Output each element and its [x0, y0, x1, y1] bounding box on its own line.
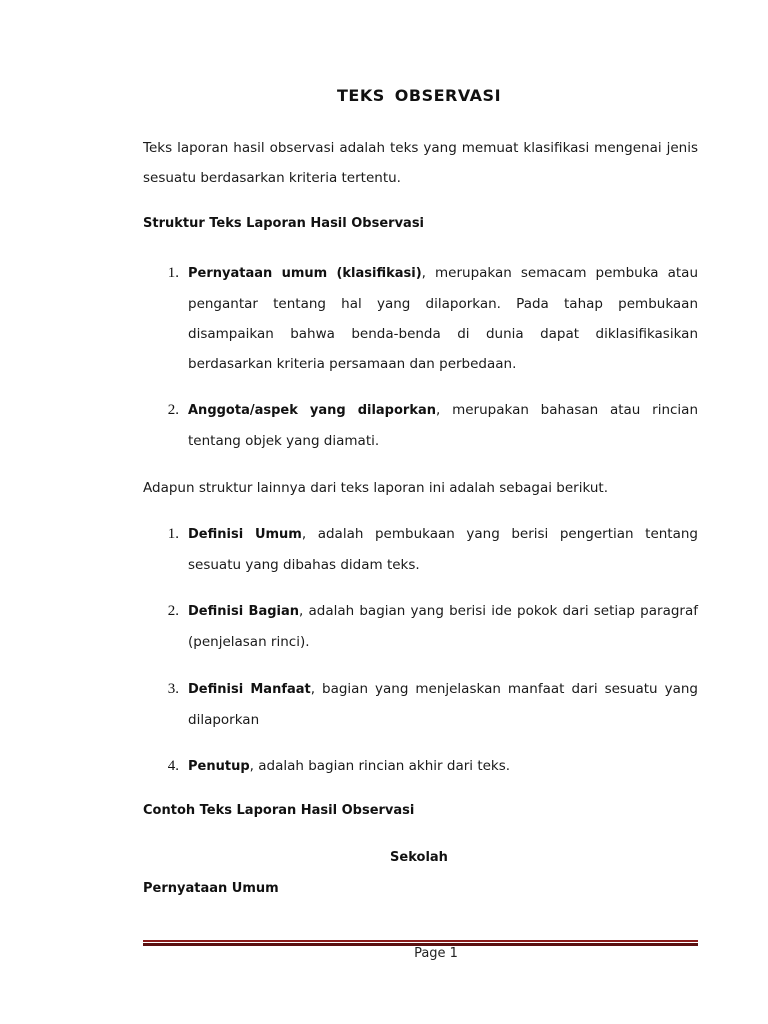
list-item-term: Anggota/aspek yang dilaporkan	[188, 403, 437, 418]
list-item-part-definition	[188, 596, 698, 657]
example-subheading: Pernyataan Umum	[143, 881, 279, 896]
list-item-text: , merupakan semacam pembuka atau pengantar tentang hal yang dilaporkan. Pada tahap pembukaan disampaikan bahwa benda-benda di dunia dapat diklasifikasikan berdasarkan kriteria persamaan dan perbedaan.	[188, 265, 698, 372]
list-item-number: 2.	[167, 603, 179, 619]
document-title: TEKS OBSERVASI	[336, 86, 502, 105]
list-item-term: Definisi Manfaat	[188, 682, 311, 697]
example-title: Sekolah	[390, 850, 448, 865]
list-item-text: , merupakan bahasan atau rincian tentang objek yang diamati.	[188, 402, 699, 449]
list-item-general-statement	[188, 258, 698, 379]
section-heading-structure: Struktur Teks Laporan Hasil Observasi	[143, 216, 425, 231]
list-item-term: Definisi Bagian	[188, 604, 300, 619]
list-item-number: 1.	[167, 265, 179, 281]
list-item-text: , adalah bagian rincian akhir dari teks.	[249, 758, 511, 774]
list-item-number: 2.	[167, 402, 179, 418]
list-item-term: Pernyataan umum (klasifikasi)	[188, 266, 422, 281]
page-number: Page 1	[414, 946, 458, 961]
list-item-text: , adalah pembukaan yang berisi pengertian tentang sesuatu yang dibahas didam teks.	[188, 526, 698, 573]
section-heading-example: Contoh Teks Laporan Hasil Observasi	[143, 803, 415, 818]
footer-divider-line	[143, 940, 698, 942]
list-item-number: 3.	[167, 681, 179, 697]
list-item-closing	[188, 751, 698, 782]
intro-paragraph: Teks laporan hasil observasi adalah teks yang memuat klasifikasi mengenai jenis sesuatu berdasarkan kriteria tertentu.	[143, 140, 698, 186]
transition-paragraph: Adapun struktur lainnya dari teks laporan ini adalah sebagai berikut.	[143, 480, 609, 496]
list-item-benefit-definition	[188, 674, 698, 735]
list-item-number: 4.	[167, 758, 179, 774]
list-item-general-definition	[188, 519, 698, 580]
list-item-text: , bagian yang menjelaskan manfaat dari sesuatu yang dilaporkan	[188, 681, 698, 728]
list-item-term: Penutup	[188, 759, 250, 774]
list-item-text: , adalah bagian yang berisi ide pokok dari setiap paragraf (penjelasan rinci).	[188, 603, 698, 650]
list-item-term: Definisi Umum	[188, 527, 302, 542]
list-item-number: 1.	[167, 526, 179, 542]
list-item-reported-aspects	[188, 395, 698, 456]
